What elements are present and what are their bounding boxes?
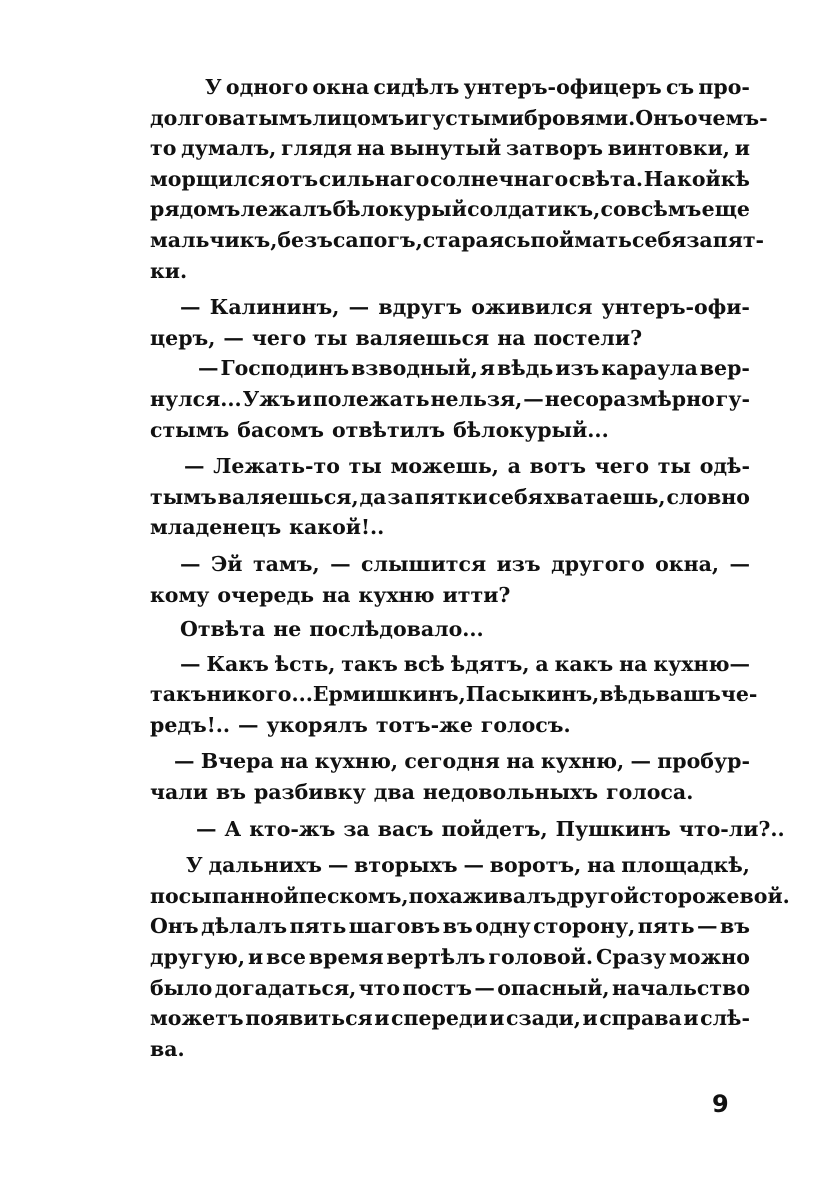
text-line xyxy=(150,292,750,323)
text-line-content: ва. xyxy=(150,1036,185,1061)
text-line-content: такъ никого... Ермишкинъ, Пасыкинъ, вѣдь вашъ че- xyxy=(150,682,758,707)
page-number: 9 xyxy=(712,1090,729,1118)
text-line-content: — Какъ ѣсть, такъ всѣ ѣдятъ, а какъ на кухню— xyxy=(180,651,750,676)
text-line xyxy=(150,72,750,103)
text-line xyxy=(150,777,750,808)
text-line-content: мальчикъ, безъ сапогъ, стараясь поймать себя за пят- xyxy=(150,227,765,252)
text-line-content: посыпанной пескомъ, похаживалъ другой сторожевой. xyxy=(150,883,790,908)
text-line xyxy=(150,415,750,446)
text-line xyxy=(150,881,790,912)
text-line xyxy=(150,256,750,287)
text-line-content: рядомъ лежалъ бѣлокурый солдатикъ, совсѣмъ еще xyxy=(150,197,750,222)
text-line-content: можетъ появиться и спереди и сзади, и справа и слѣ- xyxy=(150,1006,750,1031)
text-line-content: церъ, — чего ты валяешься на постели? xyxy=(150,325,643,350)
text-line xyxy=(150,580,750,611)
text-line xyxy=(150,1034,750,1065)
text-line-content: — Эй тамъ, — слышится изъ другого окна, — xyxy=(180,551,750,576)
body-text xyxy=(150,72,790,1064)
text-line-content: стымъ басомъ отвѣтилъ бѣлокурый... xyxy=(150,417,609,442)
text-line xyxy=(150,384,750,415)
text-line xyxy=(150,353,750,384)
text-line xyxy=(150,649,750,680)
text-line xyxy=(150,710,750,741)
text-line-content: было догадаться, что постъ — опасный, начальство xyxy=(150,975,750,1000)
text-line xyxy=(150,911,750,942)
text-line xyxy=(150,103,768,134)
text-line-content: У дальнихъ — вторыхъ — воротъ, на площадкѣ, xyxy=(186,853,750,878)
text-line-content: младенецъ какой!.. xyxy=(150,515,385,540)
text-line-content: другую, и все время вертѣлъ головой. Сразу можно xyxy=(150,945,750,970)
text-line-content: долговатымъ лицомъ и густыми бровями. Онъ о чемъ- xyxy=(150,105,768,130)
text-line xyxy=(150,194,750,225)
text-line xyxy=(150,164,750,195)
text-line xyxy=(150,614,750,645)
text-line-content: редъ!.. — укорялъ тотъ-же голосъ. xyxy=(150,712,571,737)
text-line xyxy=(150,323,750,354)
text-line xyxy=(150,225,765,256)
text-line xyxy=(150,1003,750,1034)
text-line-content: Онъ дѣлалъ пять шаговъ въ одну сторону, пять — въ xyxy=(150,914,750,939)
text-line-content: У одного окна сидѣлъ унтеръ-офицеръ съ про- xyxy=(205,75,750,99)
text-line-content: морщился отъ сильнаго солнечнаго свѣта. На койкѣ xyxy=(150,166,750,191)
text-line-content: — Лежать-то ты можешь, а вотъ чего ты одѣ- xyxy=(184,454,750,479)
text-line-content: — Вчера на кухню, сегодня на кухню, — пробур- xyxy=(174,749,750,774)
text-line-content: чали въ разбивку два недовольныхъ голоса. xyxy=(150,780,694,805)
text-line xyxy=(150,850,750,881)
text-line xyxy=(150,746,750,777)
text-line xyxy=(150,482,750,513)
text-line xyxy=(150,549,750,580)
text-line-content: то думалъ, глядя на вынутый затворъ винтовки, и xyxy=(150,136,750,161)
text-line xyxy=(150,451,750,482)
text-line xyxy=(150,133,750,164)
text-line-content: тымъ валяешься, да за пятки себя хватаешь, словно xyxy=(150,484,750,509)
text-line-content: Отвѣта не послѣдовало... xyxy=(180,617,484,642)
text-line-content: кому очередь на кухню итти? xyxy=(150,582,511,607)
text-line-content: ки. xyxy=(150,258,188,283)
text-line xyxy=(150,814,785,845)
text-line-content: — А кто-жъ за васъ пойдетъ, Пушкинъ что-ли?.. xyxy=(196,816,785,841)
text-line-content: — Господинъ взводный, я вѣдь изъ караула вер- xyxy=(198,356,750,381)
text-line-content: — Калининъ, — вдругъ оживился унтеръ-офи- xyxy=(180,295,750,320)
text-line xyxy=(150,942,750,973)
text-line xyxy=(150,973,750,1004)
text-line xyxy=(150,679,758,710)
text-line xyxy=(150,512,750,543)
text-line-content: нулся... Ужъ и полежать нельзя, — несоразмѣрно гу- xyxy=(150,386,750,411)
